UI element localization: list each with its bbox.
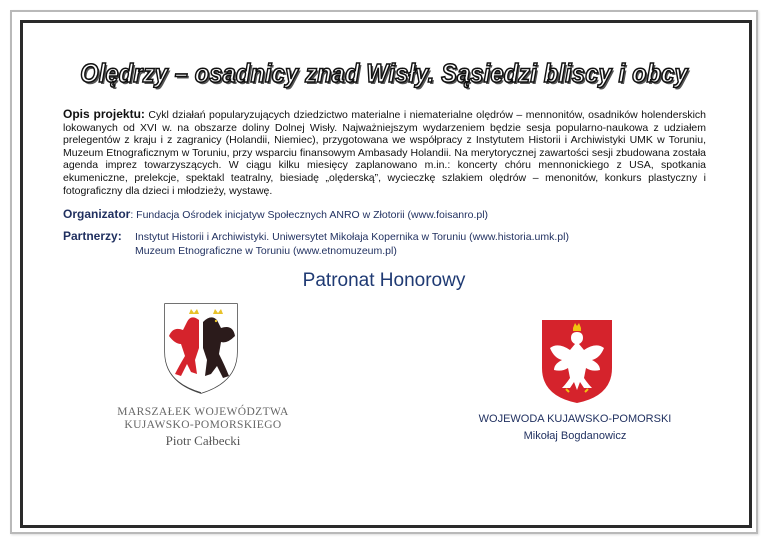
project-description	[63, 108, 706, 197]
description-label: Opis projektu:	[63, 107, 145, 121]
partner-item: Muzeum Etnograficzne w Toruniu (www.etnomuzeum.pl)	[135, 245, 397, 257]
organizer	[63, 207, 488, 221]
wojewoda-title: WOJEWODA KUJAWSKO-POMORSKI	[478, 413, 672, 425]
marszalek-line2: KUJAWSKO-POMORSKIEGO	[124, 419, 282, 431]
organizer-text: : Fundacja Ośrodek inicjatyw Społecznych ANRO w Złotorii (www.foisanro.pl)	[130, 209, 489, 221]
wojewoda-signature	[470, 411, 680, 445]
wojewoda-name: Mikołaj Bogdanowicz	[523, 430, 627, 442]
polish-eagle-coat-of-arms-icon	[540, 318, 614, 404]
partners	[63, 229, 569, 258]
organizer-label: Organizator	[63, 207, 131, 221]
patronat-heading: Patronat Honorowy	[302, 270, 466, 291]
page-title: Olędrzy – osadnicy znad Wisły. Sąsiedzi bliscy i obcy	[80, 58, 688, 88]
marszalek-signature	[110, 406, 296, 450]
partners-label: Partnerzy:	[63, 229, 122, 243]
kujawsko-pomorskie-coat-of-arms-icon	[161, 300, 241, 396]
description-text: Cykl działań popularyzujących dziedzictwo materialne i niematerialne olędrów – mennonitów, osadników holenderskich lokowanych od XVI w. na obszarze doliny Dolnej Wisły. Najważniejszym wydarzeniem będzie sesja popularno-naukowa z udziałem prelegentów z kraju i z zagranicy (Holandii, Niemiec), przygotowana we współpracy z Instytutem Historii i Archiwistyki UMK w Toruniu, Muzeum Etnograficznym w Toruniu, przy wsparciu finansowym Ambasady Holandii. Na merytorycznej zawartości sesji zbudowana została agenda imprez towarzyszących. W ciągu kilku miesięcy zaplanowano m.in.: koncerty chóru mennonickiego z USA, spotkania ekumeniczne, prelekcje, spektakl teatralny, biesiadę „olęderską”, wycieczkę szlakiem olędrów – menonitów, konkurs plastyczny i fotograficzny dla dzieci i młodzieży, wystawę.	[63, 109, 707, 197]
marszalek-name: Piotr Całbecki	[165, 433, 241, 448]
partner-item: Instytut Historii i Archiwistyki. Uniwersytet Mikołaja Kopernika w Toruniu (www.historia.umk.pl)	[135, 231, 569, 243]
marszalek-line1: MARSZAŁEK WOJEWÓDZTWA	[117, 406, 289, 418]
